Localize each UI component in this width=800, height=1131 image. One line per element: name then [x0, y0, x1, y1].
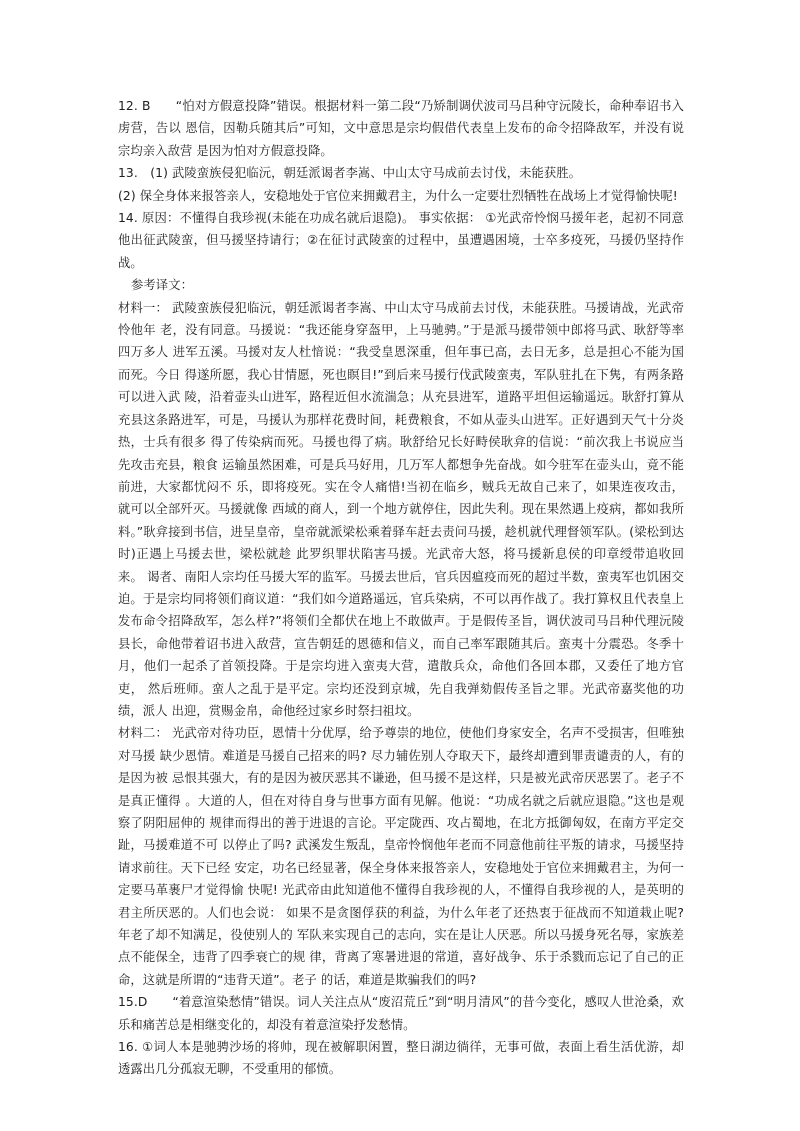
answer-16: 16. ①词人本是驰骋沙场的将帅，现在被解职闲置，整日湖边徜徉，无事可做，表面上看生活优游，却透露出几分孤寂无聊，不受重用的郁愤。 [118, 1040, 684, 1077]
answer-15: 15.D “着意渲染愁情”错误。词人关注点从“废沼荒丘”到“明月清风”的昔今变化，感叹人世沧桑，欢乐和痛苦总是相继变化的，却没有着意渲染抒发愁情。 [118, 995, 684, 1032]
answer-key-content [118, 95, 689, 1081]
reference-translation-label: 参考译文： [131, 278, 193, 293]
translation-material-2: 材料二： 光武帝对待功臣，恩情十分优厚，给予尊崇的地位，使他们身家安全，名声不受损害，但唯独对马援 缺少恩情。难道是马援自己招来的吗? 尽力辅佐别人夺取天下，最终却遭到罪责谴责的人，有的是因为被 忌恨其强大，有的是因为被厌恶其不谦逊，但马援不是这样，只是被光武帝厌恶罢了。老子不是真正懂得 。大道的人，但在对待自身与世事方面有见解。他说：“功成名就之后就应退隐。”这也是观察了阴阳屈伸的 规律而得出的善于进退的言论。平定陇西、攻占蜀地，在北方抵御匈奴，在南方平定交趾，马援难道不可 以停止了吗? 武溪发生叛乱，皇帝怜悯他年老而不同意他前往平叛的请求，马援坚持请求前往。天下已经 安定，功名已经显著，保全身体来报答亲人，安稳地处于官位来拥戴君主，为何一定要马革裹尸才觉得愉 快呢! 光武帝由此知道他不懂得自我珍视的人，不懂得自我珍视的人，是英明的君主所厌恶的。人们也会说： 如果不是贪图俘获的利益，为什么年老了还热衷于征战而不知道栽止呢? 年老了却不知满足，役使别人的 军队来实现自己的志向，实在是让人厌恶。所以马援身死名辱，家族差点不能保全，违背了四季衰亡的规 律，背离了寒暑进退的常道，喜好战争、乐于杀戮而忘记了自己的正命，这就是所谓的“违背天道”。老子 的话，难道是欺骗我们的吗? [118, 726, 689, 987]
answer-12: 12. B “怕对方假意投降”错误。根据材料一第二段“乃矫制调伏波司马吕种守沅陵长，命种奉诏书入虏营，告以 恩信，因勒兵随其后”可知，文中意思是宗均假借代表皇上发布的命令招降敌军，并没有说宗均亲入敌营 是因为怕对方假意投降。 [118, 99, 684, 158]
answer-13-part-2: (2) 保全身体来报答亲人，安稳地处于官位来拥戴君主，为什么一定要壮烈牺牲在战场上才觉得愉快呢! [118, 188, 678, 203]
answer-14: 14. 原因：不懂得自我珍视(未能在功成名就后退隐)。 事实依据： ①光武帝怜悯马援年老，起初不同意他出征武陵蛮，但马援坚持请行；②在征讨武陵蛮的过程中，虽遭遇困境，士卒多疫死，马援仍坚持作战。 [118, 211, 684, 270]
translation-material-1: 材料一： 武陵蛮族侵犯临沅，朝廷派谒者李嵩、中山太守马成前去讨伐，未能获胜。马援请战，光武帝怜他年 老，没有同意。马援说：“我还能身穿盔甲，上马驰骋。”于是派马援带领中郎将马武、耿舒等率四万多人 进军五溪。马援对友人杜愔说：“我受皇恩深重，但年事已高，去日无多，总是担心不能为国而死。今日 得遂所愿，我心甘情愿，死也瞑目!”到后来马援行伐武陵蛮夷，军队驻扎在下隽，有两条路可以进入武 陵，沿着壶头山进军，路程近但水流湍急；从充县进军，道路平坦但运输遥远。耿舒打算从充县这条路进军，可是，马援认为那样花费时间，耗费粮食，不如从壶头山进军。正好遇到天气十分炎热，士兵有很多 得了传染病而死。马援也得了病。耿舒给兄长好畤侯耿弇的信说：“前次我上书说应当先攻击充县，粮食 运输虽然困难，可是兵马好用，几万军人都想争先奋战。如今驻军在壶头山，竟不能前进，大家都忧闷不 乐，即将疫死。实在令人痛惜!当初在临乡，贼兵无故自己来了，如果连夜攻击，就可以全部歼灭。马援就像 西域的商人，到一个地方就停住，因此失利。现在果然遇上疫病，都如我所料。”耿弇接到书信，进呈皇帝，皇帝就派梁松乘着驿车赶去责问马援，趁机就代理督领军队。(梁松到达时)正遇上马援去世，梁松就趁 此罗织罪状陷害马援。光武帝大怒，将马援新息侯的印章绶带追收回来。 谒者、南阳人宗均任马援大军的监军。马援去世后，官兵因瘟疫而死的超过半数，蛮夷军也饥困交 迫。于是宗均同将领们商议道：“我们如今道路遥远，官兵染病，不可以再作战了。我打算权且代表皇上 发布命令招降敌军，怎么样?”将领们全都伏在地上不敢做声。于是假传圣旨，调伏波司马吕种代理沅陵 县长，命他带着诏书进入敌营，宣告朝廷的恩德和信义，而自己率军跟随其后。蛮夷十分震恐。冬季十 月，他们一起杀了首领投降。于是宗均进入蛮夷大营，遣散兵众，命他们各回本郡，又委任了地方官吏， 然后班师。蛮人之乱于是平定。宗均还没到京城，先自我弹劾假传圣旨之罪。光武帝嘉奖他的功绩，派人 出迎，赏赐金帛，命他经过家乡时祭扫祖坟。 [118, 300, 689, 718]
answer-13-part-1: 13. (1) 武陵蛮族侵犯临沅，朝廷派谒者李嵩、中山太守马成前去讨伐，未能获胜。 [118, 166, 582, 181]
